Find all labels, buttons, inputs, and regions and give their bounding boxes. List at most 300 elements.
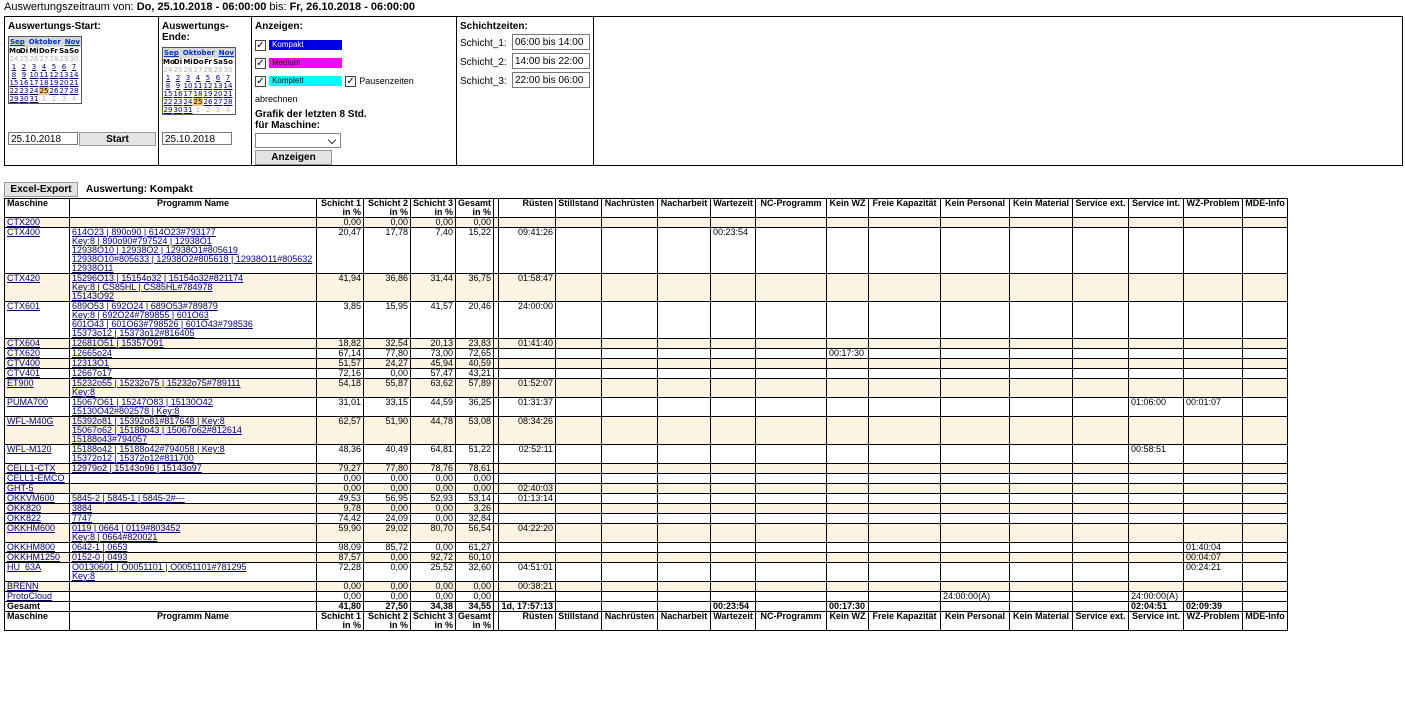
column-header: Freie Kapazität (869, 612, 941, 631)
shift-2-label: Schicht_2: (460, 57, 507, 68)
wartezeit-time (711, 218, 756, 228)
machine-link[interactable] (5, 563, 70, 582)
mde-info (1243, 379, 1288, 398)
calendar-day[interactable]: 11 (39, 71, 49, 79)
kein-material-time (1010, 592, 1073, 602)
calendar-day[interactable]: 2 (175, 74, 181, 82)
machine-link[interactable] (5, 274, 70, 302)
program-link[interactable]: Key:8 (72, 571, 96, 581)
machine-name[interactable]: OKKHM1250 (7, 552, 61, 562)
shift-2-input[interactable]: 14:00 bis 22:00 (512, 53, 590, 69)
cal-next-link[interactable]: Nov (64, 38, 80, 46)
program-link[interactable]: 12938O11 (72, 263, 114, 273)
nachruesten-time (602, 359, 658, 369)
wz-problem-time: 01:40:04 (1184, 543, 1243, 553)
stillstand-time (556, 339, 602, 349)
nachruesten-time (602, 553, 658, 563)
komplett-checkbox[interactable]: ✓ (256, 75, 265, 87)
kein-personal-time (941, 494, 1010, 504)
nachruesten-time (602, 474, 658, 484)
freie-kapazitaet-time (869, 464, 941, 474)
program-link[interactable]: 614O23 | 890o90 | 614O23#793177 (72, 227, 216, 237)
ruesten-time: 04:51:01 (499, 563, 556, 582)
wartezeit-time (711, 484, 756, 494)
nachruesten-time (602, 514, 658, 524)
kein-personal-time (941, 484, 1010, 494)
calendar-day[interactable]: 10 (29, 71, 39, 79)
calendar-day[interactable]: 5 (205, 74, 211, 82)
wz-problem-time: 00:24:21 (1184, 563, 1243, 582)
calendar-day[interactable]: 30 (173, 106, 183, 114)
shift1-percent: 67,14 (317, 349, 364, 359)
calendar-day[interactable]: 16 (173, 90, 183, 98)
shift1-percent: 72,28 (317, 563, 364, 582)
calendar-day[interactable]: 7 (225, 74, 231, 82)
calendar-day[interactable]: 24 (29, 87, 39, 95)
machine-link[interactable] (5, 504, 70, 514)
calendar-day[interactable]: 12 (203, 82, 213, 90)
program-link[interactable]: 15373o12 | 15373o12#816405 (72, 328, 195, 338)
program-link[interactable]: 601O43 | 601O63#798526 | 601O43#798536 (72, 319, 253, 329)
calendar-day[interactable]: 16 (19, 79, 29, 87)
shift2-percent: 0,00 (364, 474, 411, 484)
calendar-day[interactable]: 5 (51, 63, 57, 71)
calendar-day[interactable]: 1 (11, 63, 17, 71)
machine-link[interactable] (5, 359, 70, 369)
calendar-day[interactable]: 19 (203, 90, 213, 98)
ruesten-time: 01:31:37 (499, 398, 556, 417)
calendar-day[interactable]: 19 (49, 79, 59, 87)
table-row (5, 339, 1288, 349)
machine-name[interactable]: CTX200 (7, 217, 41, 227)
program-link[interactable]: 12938O10 | 12938O2 | 12938O1#805619 (72, 245, 238, 255)
machine-name[interactable]: CTV400 (7, 358, 41, 368)
service-int-time (1129, 514, 1184, 524)
calendar-day[interactable]: 27 (59, 87, 69, 95)
calendar-day: 26 (183, 66, 193, 74)
machine-link[interactable] (5, 349, 70, 359)
shift2-percent: 0,00 (364, 504, 411, 514)
machine-link[interactable] (5, 553, 70, 563)
table-row (5, 563, 1288, 582)
kein-material-time (1010, 228, 1073, 274)
calendar-day: 30 (69, 55, 79, 63)
machine-link[interactable] (5, 228, 70, 274)
service-ext-time (1073, 349, 1129, 359)
program-link[interactable]: 12979o2 | 15143o96 | 15143o97 (72, 463, 202, 473)
footer-header-row (5, 612, 1288, 631)
start-section (5, 17, 159, 165)
kein-personal-time (941, 602, 1010, 612)
kein-personal-time (941, 398, 1010, 417)
freie-kapazitaet-time (869, 379, 941, 398)
kein-personal-time (941, 349, 1010, 359)
wz-problem-time (1184, 359, 1243, 369)
machine-name[interactable]: BRENN (7, 581, 39, 591)
nachruesten-time (602, 228, 658, 274)
mde-info (1243, 274, 1288, 302)
machine-name[interactable]: OKK822 (7, 513, 42, 523)
shift1-percent: 62,57 (317, 417, 364, 445)
total-percent: 0,00 (456, 484, 494, 494)
program-link[interactable]: 12665o24 (72, 348, 113, 358)
service-int-time (1129, 417, 1184, 445)
ruesten-time (499, 218, 556, 228)
program-cell (70, 504, 317, 514)
calendar-day[interactable]: 23 (173, 98, 183, 106)
shift3-percent: 52,93 (411, 494, 456, 504)
column-header: Programm Name (70, 199, 317, 218)
program-link[interactable]: Key:8 | CS85HL | CS85HL#784978 (72, 282, 213, 292)
wartezeit-time (711, 563, 756, 582)
machine-name[interactable]: OKKVM600 (7, 493, 55, 503)
mde-info (1243, 514, 1288, 524)
calendar-day[interactable]: 3 (185, 74, 191, 82)
kein-personal-time (941, 228, 1010, 274)
calendar-day[interactable]: 28 (69, 87, 79, 95)
ruesten-time (499, 359, 556, 369)
wz-problem-time (1184, 504, 1243, 514)
calendar-day[interactable]: 26 (49, 87, 59, 95)
start-button[interactable]: Start (79, 132, 156, 146)
end-date-input[interactable]: 25.10.2018 (162, 132, 232, 145)
nc-programm-time (756, 582, 827, 592)
program-link[interactable]: 15130O42#802578 | Key:8 (72, 406, 180, 416)
machine-link[interactable] (5, 592, 70, 602)
calendar-day[interactable]: 13 (213, 82, 223, 90)
machine-name[interactable]: CTX620 (7, 348, 41, 358)
evaluation-label: Auswertung: Kompakt (86, 184, 193, 195)
kompakt-checkbox[interactable]: ✓ (256, 39, 265, 51)
machine-link[interactable] (5, 514, 70, 524)
freie-kapazitaet-time (869, 398, 941, 417)
excel-export-button[interactable]: Excel-Export (4, 182, 78, 197)
program-link[interactable]: 15188o43#794057 (72, 434, 148, 444)
machine-link[interactable] (5, 218, 70, 228)
calendar-day[interactable]: 30 (19, 95, 29, 103)
calendar-day[interactable]: 21 (223, 90, 233, 98)
stillstand-time (556, 379, 602, 398)
total-percent: 0,00 (456, 218, 494, 228)
machine-name[interactable]: CELL1-CTX (7, 463, 56, 473)
machine-link[interactable] (5, 302, 70, 339)
calendar-day[interactable]: 22 (9, 87, 19, 95)
program-link[interactable]: Key:8 | 0664#820021 (72, 532, 158, 542)
calendar-day[interactable]: 14 (223, 82, 233, 90)
calendar-day[interactable]: 20 (59, 79, 69, 87)
program-cell (70, 398, 317, 417)
pause-checkbox[interactable]: ✓ (346, 75, 355, 87)
calendar-day[interactable]: 12 (49, 71, 59, 79)
column-header: Freie Kapazität (869, 199, 941, 218)
machine-name[interactable]: CTV401 (7, 368, 41, 378)
machine-link[interactable] (5, 543, 70, 553)
column-header: Schicht 3 in % (411, 612, 456, 631)
kein-material-time (1010, 464, 1073, 474)
calendar-week (9, 79, 81, 87)
machine-name[interactable]: ProtoCloud (7, 591, 53, 601)
cal-prev-link[interactable]: Sep (10, 38, 25, 46)
machine-link[interactable] (5, 339, 70, 349)
calendar-day[interactable]: 27 (213, 98, 223, 106)
machine-name[interactable]: GHT-5 (7, 483, 34, 493)
program-cell (70, 494, 317, 504)
machine-name[interactable]: HU_63A (7, 562, 42, 572)
machine-name[interactable]: CELL1-EMCO (7, 473, 65, 483)
service-ext-time (1073, 524, 1129, 543)
ruesten-time: 01:41:40 (499, 339, 556, 349)
nc-programm-time (756, 398, 827, 417)
program-link[interactable]: Key:8 (72, 387, 96, 397)
machine-link[interactable] (5, 582, 70, 592)
column-header: Maschine (5, 199, 70, 218)
program-link[interactable]: 15372o12 | 15372o12#811700 (72, 453, 194, 463)
calendar-day[interactable]: 21 (69, 79, 79, 87)
freie-kapazitaet-time (869, 349, 941, 359)
calendar-day[interactable]: 17 (29, 79, 39, 87)
show-button[interactable]: Anzeigen (255, 150, 332, 165)
program-link[interactable]: 15143O92 (72, 291, 115, 301)
calendar-day[interactable]: 6 (61, 63, 67, 71)
kein-wz-time: 00:17:30 (827, 602, 869, 612)
ruesten-time: 01:13:14 (499, 494, 556, 504)
machine-select[interactable] (255, 133, 341, 148)
calendar-day[interactable]: 18 (193, 90, 203, 98)
machine-name[interactable]: WFL-M120 (7, 444, 52, 454)
program-link[interactable]: 12938O10#805633 | 12938O2#805618 | 12938O11#805632 (72, 254, 313, 264)
program-link[interactable]: 0642-1 | 0653 (72, 542, 128, 552)
calendar-day: 27 (193, 66, 203, 74)
kein-personal-time (941, 514, 1010, 524)
machine-name[interactable]: CTX420 (7, 273, 41, 283)
wartezeit-time (711, 359, 756, 369)
program-link[interactable]: Key:8 | 890o90#797524 | 12938O1 (72, 236, 212, 246)
calendar-day[interactable]: 9 (175, 82, 181, 90)
total-percent: 53,08 (456, 417, 494, 445)
calendar-day[interactable]: 8 (165, 82, 171, 90)
wz-problem-time (1184, 514, 1243, 524)
program-link[interactable]: O0130601 | O0051101 | O0051101#781295 (72, 562, 247, 572)
calendar-day[interactable]: 25 (39, 87, 49, 95)
nc-programm-time (756, 543, 827, 553)
calendar-day[interactable]: 28 (223, 98, 233, 106)
program-link[interactable]: 15232o55 | 15232o75 | 15232o75#789111 (72, 378, 241, 388)
machine-name[interactable]: OKKHM800 (7, 542, 56, 552)
calendar-day[interactable]: 8 (11, 71, 17, 79)
total-percent: 3,26 (456, 504, 494, 514)
calendar-day: 1 (41, 95, 47, 103)
calendar-weekdays (9, 47, 81, 55)
calendar-day: 30 (223, 66, 233, 74)
calendar-day[interactable]: 31 (29, 95, 39, 103)
kein-material-time (1010, 582, 1073, 592)
stillstand-time (556, 504, 602, 514)
calendar-day[interactable]: 2 (21, 63, 27, 71)
program-link[interactable]: 12681O51 | 15357O91 (72, 338, 164, 348)
shift2-percent: 15,95 (364, 302, 411, 339)
ruesten-time (499, 474, 556, 484)
nachruesten-time (602, 524, 658, 543)
machine-link[interactable] (5, 494, 70, 504)
calendar-day[interactable]: 23 (19, 87, 29, 95)
machine-link[interactable] (5, 484, 70, 494)
calendar-day[interactable]: 4 (41, 63, 47, 71)
program-link[interactable]: 15188o42 | 15188o42#794058 | Key:8 (72, 444, 225, 454)
wartezeit-time (711, 543, 756, 553)
column-header: MDE-Info (1243, 199, 1288, 218)
stillstand-time (556, 398, 602, 417)
machine-name[interactable]: CTX400 (7, 227, 41, 237)
calendar-day[interactable]: 7 (71, 63, 77, 71)
calendar-day[interactable]: 25 (193, 98, 203, 106)
shift2-percent: 33,15 (364, 398, 411, 417)
ruesten-time (499, 514, 556, 524)
machine-link[interactable] (5, 474, 70, 484)
program-link[interactable]: 15392o81 | 15392o81#817648 | Key:8 (72, 416, 225, 426)
mde-info (1243, 228, 1288, 274)
machine-link[interactable] (5, 524, 70, 543)
start-date-input[interactable]: 25.10.2018 (8, 132, 78, 145)
service-int-time (1129, 553, 1184, 563)
calendar-day[interactable]: 10 (183, 82, 193, 90)
wz-problem-time (1184, 339, 1243, 349)
calendar-day[interactable]: 29 (163, 106, 173, 114)
column-header: Nachrüsten (602, 612, 658, 631)
calendar-day[interactable]: 1 (165, 74, 171, 82)
calendar-day[interactable]: 3 (31, 63, 37, 71)
machine-name[interactable]: OKK820 (7, 503, 42, 513)
column-header: Stillstand (556, 199, 602, 218)
shift-3-input[interactable]: 22:00 bis 06:00 (512, 72, 590, 88)
program-link[interactable]: 15067O61 | 15247O83 | 15130O42 (72, 397, 213, 407)
shift2-percent: 51,90 (364, 417, 411, 445)
kein-wz-time (827, 504, 869, 514)
shift3-percent: 0,00 (411, 474, 456, 484)
stillstand-time (556, 228, 602, 274)
graph-title: Grafik der letzten 8 Std. (255, 109, 367, 120)
kein-personal-time (941, 369, 1010, 379)
machine-link[interactable] (5, 379, 70, 398)
calendar-day[interactable]: 24 (183, 98, 193, 106)
shift1-percent: 0,00 (317, 218, 364, 228)
service-ext-time (1073, 398, 1129, 417)
nacharbeit-time (658, 464, 711, 474)
program-link[interactable]: 15296O13 | 15154o32 | 15154o32#821174 (72, 273, 244, 283)
calendar-day[interactable]: 17 (183, 90, 193, 98)
program-link[interactable]: 0152-0 | 0493 (72, 552, 128, 562)
shift-1-input[interactable]: 06:00 bis 14:00 (512, 34, 590, 50)
shift3-percent: 0,00 (411, 582, 456, 592)
calendar-day[interactable]: 15 (163, 90, 173, 98)
calendar-day[interactable]: 13 (59, 71, 69, 79)
calendar-day[interactable]: 18 (39, 79, 49, 87)
nacharbeit-time (658, 302, 711, 339)
cal-next-link[interactable]: Nov (218, 49, 234, 57)
wz-problem-time: 00:04:07 (1184, 553, 1243, 563)
calendar-day: 26 (29, 55, 39, 63)
wz-problem-time: 02:09:39 (1184, 602, 1243, 612)
table-row (5, 228, 1288, 274)
weekday-label: Do (39, 47, 50, 55)
machine-name[interactable]: PUMA700 (7, 397, 49, 407)
machine-name[interactable]: WFL-M40G (7, 416, 54, 426)
calendar-day: 4 (71, 95, 77, 103)
cal-prev-link[interactable]: Sep (164, 49, 179, 57)
column-header: Rüsten (499, 199, 556, 218)
calendar-day[interactable]: 26 (203, 98, 213, 106)
display-section (252, 17, 457, 165)
nachruesten-time (602, 302, 658, 339)
calendar-day[interactable]: 6 (215, 74, 221, 82)
nacharbeit-time (658, 543, 711, 553)
medium-checkbox[interactable]: ✓ (256, 57, 265, 69)
calendar-day[interactable]: 14 (69, 71, 79, 79)
machine-link[interactable] (5, 464, 70, 474)
machine-link[interactable] (5, 398, 70, 417)
calendar-day[interactable]: 9 (21, 71, 27, 79)
machine-link[interactable] (5, 417, 70, 445)
program-link[interactable]: 15067o62 | 15188o43 | 15067o62#812614 (72, 425, 242, 435)
program-link[interactable]: 5845-2 | 5845-1 | 5845-2#--- (72, 493, 185, 503)
machine-name[interactable]: OKKHM600 (7, 523, 56, 533)
mde-info (1243, 494, 1288, 504)
ruesten-time: 1d, 17:57:13 (499, 602, 556, 612)
program-link[interactable]: 12667o17 (72, 368, 113, 378)
program-cell (70, 417, 317, 445)
kein-personal-time (941, 339, 1010, 349)
program-link[interactable]: 0119 | 0664 | 0119#803452 (72, 523, 181, 533)
mde-info (1243, 218, 1288, 228)
machine-link[interactable] (5, 369, 70, 379)
service-ext-time (1073, 484, 1129, 494)
total-percent: 32,84 (456, 514, 494, 524)
machine-name[interactable]: ET900 (7, 378, 34, 388)
program-link[interactable]: 7747 (72, 513, 93, 523)
shift3-percent: 0,00 (411, 484, 456, 494)
wz-problem-time (1184, 445, 1243, 464)
mde-info (1243, 563, 1288, 582)
calendar-day[interactable]: 15 (9, 79, 19, 87)
total-percent: 0,00 (456, 592, 494, 602)
program-cell (70, 543, 317, 553)
calendar-day[interactable]: 29 (9, 95, 19, 103)
mde-info (1243, 339, 1288, 349)
calendar-day[interactable]: 31 (183, 106, 193, 114)
program-cell (70, 379, 317, 398)
freie-kapazitaet-time (869, 592, 941, 602)
service-int-time (1129, 524, 1184, 543)
program-link[interactable]: 3884 (72, 503, 93, 513)
column-header: Schicht 1 in % (317, 612, 364, 631)
program-cell (70, 349, 317, 359)
calendar-day[interactable]: 20 (213, 90, 223, 98)
machine-name[interactable]: CTX601 (7, 301, 41, 311)
calendar-day[interactable]: 22 (163, 98, 173, 106)
nc-programm-time (756, 563, 827, 582)
calendar-day[interactable]: 4 (195, 74, 201, 82)
machine-name[interactable]: CTX604 (7, 338, 41, 348)
program-link[interactable]: Key:8 | 692O24#789855 | 601O63 (72, 310, 209, 320)
program-link[interactable]: 689O53 | 692O24 | 689O53#789879 (72, 301, 218, 311)
calendar-day: 3 (215, 106, 221, 114)
weekday-label: Fr (50, 47, 58, 55)
machine-link[interactable] (5, 445, 70, 464)
program-link[interactable]: 12313O1 (72, 358, 110, 368)
nc-programm-time (756, 553, 827, 563)
calendar-day[interactable]: 11 (193, 82, 203, 90)
total-percent: 20,46 (456, 302, 494, 339)
service-ext-time (1073, 302, 1129, 339)
